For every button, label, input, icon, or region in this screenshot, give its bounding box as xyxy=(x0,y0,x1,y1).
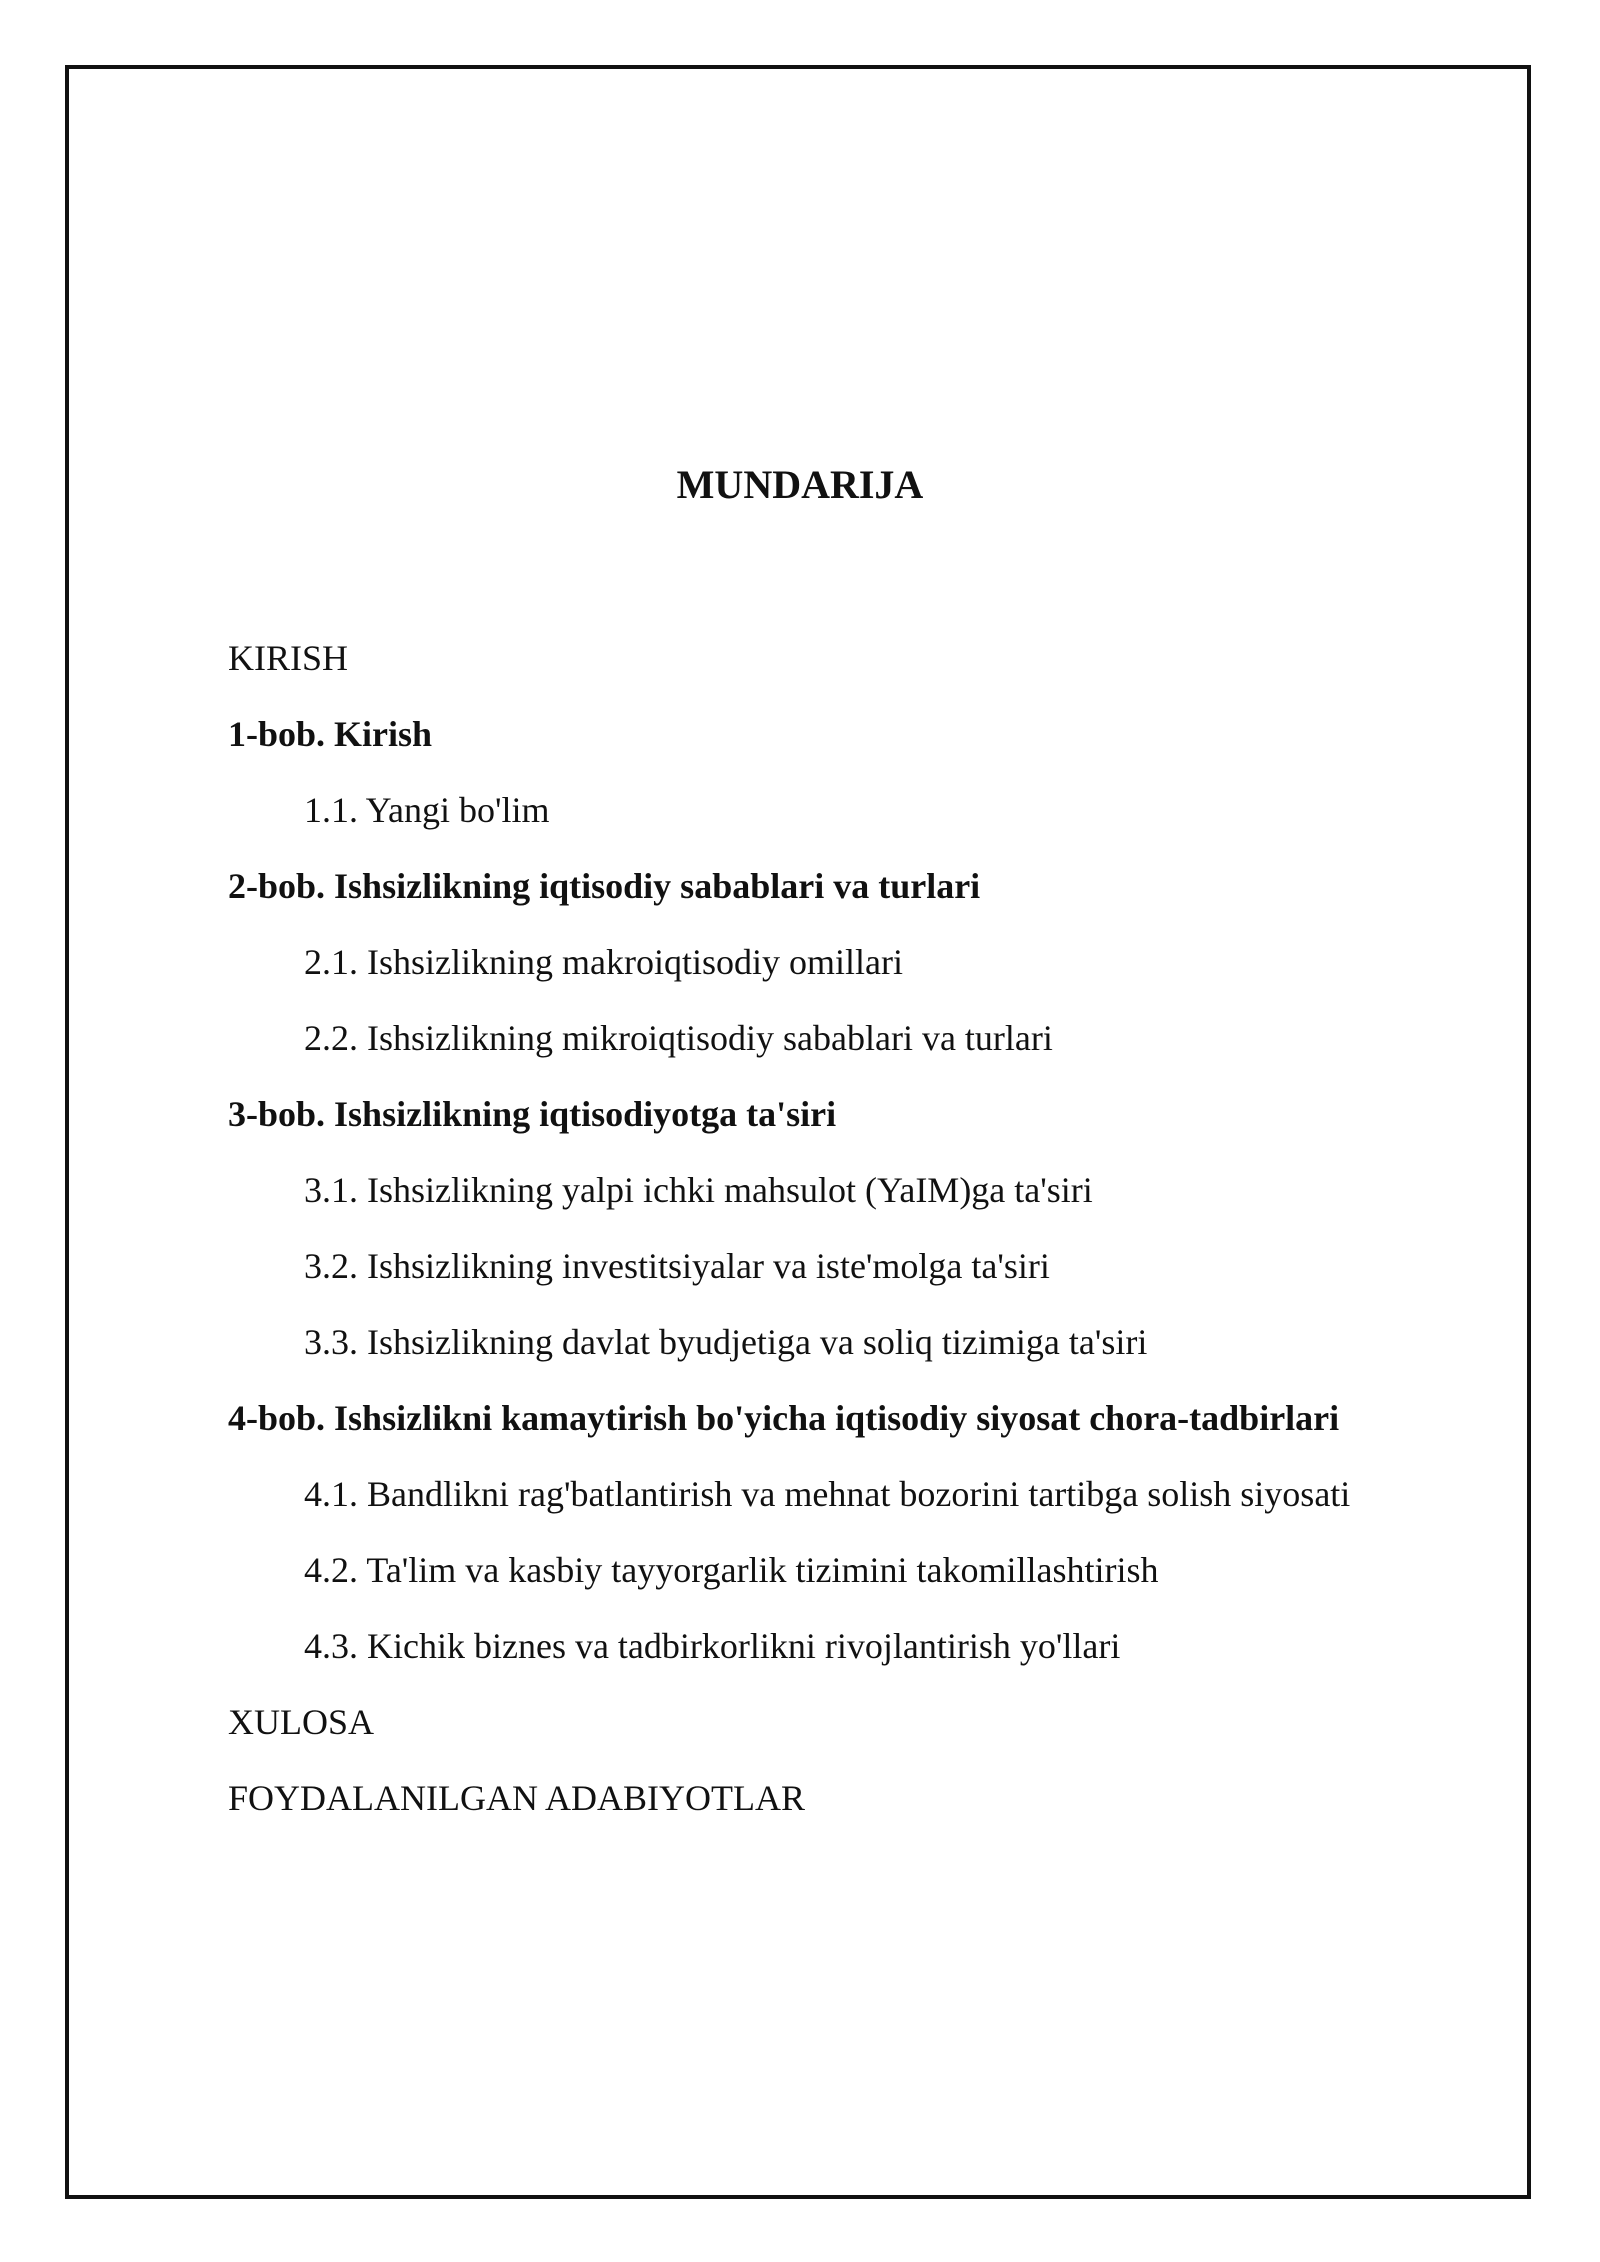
page-title: MUNDARIJA xyxy=(676,462,924,507)
toc-section-4-2: 4.2. Ta'lim va kasbiy tayyorgarlik tizimini takomillashtirish xyxy=(304,1550,1159,1590)
toc-section-2-1: 2.1. Ishsizlikning makroiqtisodiy omillari xyxy=(304,942,903,982)
table-of-contents xyxy=(228,636,1488,1852)
toc-chapter-4: 4-bob. Ishsizlikni kamaytirish bo'yicha iqtisodiy siyosat chora-tadbirlari xyxy=(228,1398,1340,1438)
toc-chapter-2: 2-bob. Ishsizlikning iqtisodiy sabablari va turlari xyxy=(228,866,981,906)
toc-chapter-3: 3-bob. Ishsizlikning iqtisodiyotga ta'siri xyxy=(228,1094,837,1134)
toc-section-2-2: 2.2. Ishsizlikning mikroiqtisodiy sabablari va turlari xyxy=(304,1018,1053,1058)
toc-section-3-2: 3.2. Ishsizlikning investitsiyalar va iste'molga ta'siri xyxy=(304,1246,1050,1286)
toc-section-3-3: 3.3. Ishsizlikning davlat byudjetiga va soliq tizimiga ta'siri xyxy=(304,1322,1148,1362)
toc-section-3-1: 3.1. Ishsizlikning yalpi ichki mahsulot (YaIM)ga ta'siri xyxy=(304,1170,1093,1210)
toc-entry-conclusion: XULOSA xyxy=(228,1702,375,1742)
toc-entry-introduction: KIRISH xyxy=(228,638,349,678)
toc-section-4-3: 4.3. Kichik biznes va tadbirkorlikni rivojlantirish yo'llari xyxy=(304,1626,1121,1666)
toc-section-1-1: 1.1. Yangi bo'lim xyxy=(304,790,550,830)
toc-section-4-1: 4.1. Bandlikni rag'batlantirish va mehnat bozorini tartibga solish siyosati xyxy=(304,1474,1351,1514)
toc-entry-references: FOYDALANILGAN ADABIYOTLAR xyxy=(228,1778,805,1818)
toc-chapter-1: 1-bob. Kirish xyxy=(228,714,433,754)
